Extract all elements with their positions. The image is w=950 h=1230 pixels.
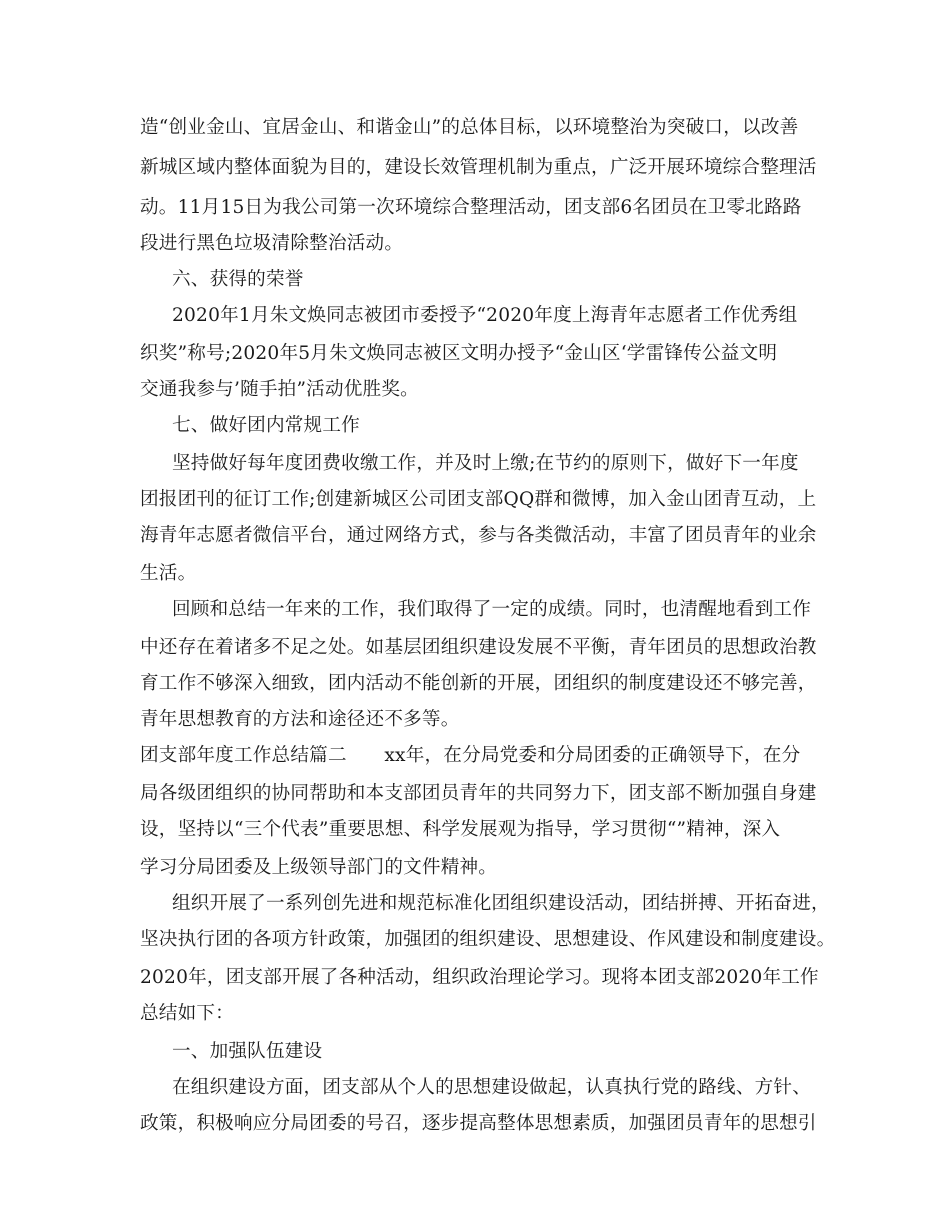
text-line: 2020年，团支部开展了各种活动，组织政治理论学习。现将本团支部2020年工作: [140, 967, 819, 988]
text-line: 政策，积极响应分局团委的号召，逐步提高整体思想素质，加强团员青年的思想引: [140, 1113, 817, 1134]
text-line: 交通我参与’随手拍”活动优胜奖。: [140, 379, 419, 400]
text-line: 回顾和总结一年来的工作，我们取得了一定的成绩。同时，也清醒地看到工作: [172, 599, 811, 620]
section-heading: 一、加强队伍建设: [172, 1041, 323, 1062]
text-line: 动。11月15日为我公司第一次环境综合整理活动，团支部6名团员在卫零北路路: [140, 197, 802, 218]
section-heading: 六、获得的荣誉: [172, 269, 304, 290]
section-title-line: 团支部年度工作总结篇二 xx年，在分局党委和分局团委的正确领导下，在分: [140, 745, 801, 766]
text-line: 海青年志愿者微信平台，通过网络方式，参与各类微活动，丰富了团员青年的业余: [140, 525, 817, 546]
text-line: 在组织建设方面，团支部从个人的思想建设做起，认真执行党的路线、方针、: [172, 1077, 811, 1098]
text-line: 中还存在着诸多不足之处。如基层团组织建设发展不平衡，青年团员的思想政治教: [140, 637, 817, 658]
text-line: 局各级团组织的协同帮助和本支部团员青年的共同努力下，团支部不断加强自身建: [140, 783, 817, 804]
section-heading: 七、做好团内常规工作: [172, 415, 360, 436]
text-line: 育工作不够深入细致，团内活动不能创新的开展，团组织的制度建设还不够完善，: [140, 673, 817, 694]
text-line: 新城区域内整体面貌为目的，建设长效管理机制为重点，广泛开展环境综合整理活: [140, 157, 817, 178]
text-line: 坚决执行团的各项方针政策，加强团的组织建设、思想建设、作风建设和制度建设。: [140, 929, 836, 950]
text-line: 段进行黑色垃圾清除整治活动。: [140, 233, 404, 254]
text-line: 学习分局团委及上级领导部门的文件精神。: [140, 857, 498, 878]
text-line: 织奖”称号;2020年5月朱文焕同志被区文明办授予“金山区‘学雷锋传公益文明: [140, 343, 778, 364]
text-line: 组织开展了一系列创先进和规范标准化团组织建设活动，团结拼搏、开拓奋进，: [172, 893, 830, 914]
text-line: 总结如下：: [140, 1003, 234, 1024]
text-line: 坚持做好每年度团费收缴工作，并及时上缴;在节约的原则下，做好下一年度: [172, 453, 799, 474]
text-line: 设，坚持以“三个代表”重要思想、科学发展观为指导，学习贯彻“”精神，深入: [140, 819, 781, 840]
text-line: 生活。: [140, 563, 197, 584]
text-line: 造“创业金山、宜居金山、和谐金山”的总体目标，以环境整治为突破口，以改善: [140, 117, 799, 138]
text-line: 2020年1月朱文焕同志被团市委授予“2020年度上海青年志愿者工作优秀组: [172, 305, 798, 326]
text-line: 团报团刊的征订工作;创建新城区公司团支部QQ群和微博，加入金山团青互动，上: [140, 489, 817, 510]
text-line: 青年思想教育的方法和途径还不多等。: [140, 709, 460, 730]
